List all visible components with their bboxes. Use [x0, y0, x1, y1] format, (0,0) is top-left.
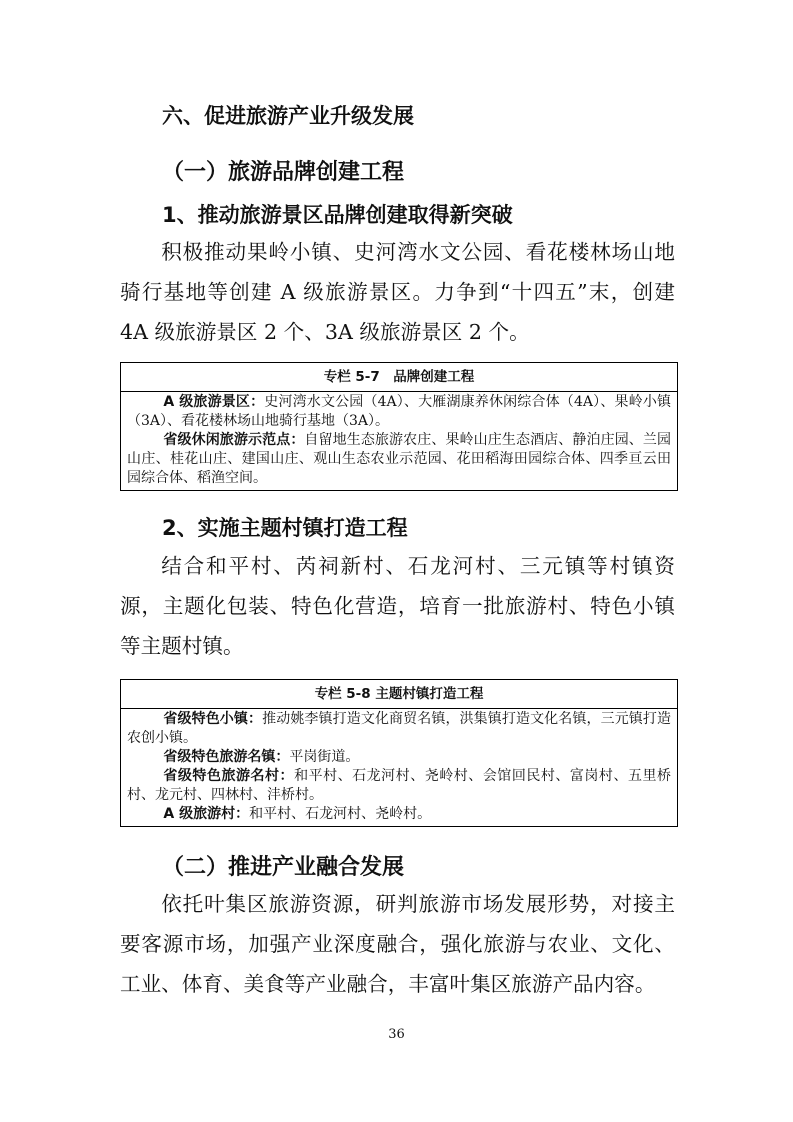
paragraph-3-text: 依托叶集区旅游资源，研判旅游市场发展形势，对接主要客源市场，加强产业深度融合，强化旅游与农业、文化、工业、体育、美食等产业融合，丰富叶集区旅游产品内容。 [120, 892, 675, 996]
box-entry [127, 393, 671, 431]
box-entry [127, 748, 671, 767]
paragraph-1-text: 积极推动果岭小镇、史河湾水文公园、看花楼林场山地骑行基地等创建 A 级旅游景区。力争到“十四五”末，创建 4A 级旅游景区 2 个、3A 级旅游景区 2 个。 [120, 240, 675, 344]
entry-text: 平岗街道。 [289, 749, 360, 765]
sidebar-box-5-8 [120, 679, 678, 827]
box-entry [127, 767, 671, 805]
sidebar-box-5-7 [120, 362, 678, 491]
paragraph-3 [120, 884, 675, 1004]
entry-label: A 级旅游村： [163, 806, 250, 822]
entry-text: 和平村、石龙河村、尧岭村。 [249, 806, 432, 822]
page-number: 36 [388, 1027, 405, 1042]
subsection-heading-1: （一）旅游品牌创建工程 [162, 160, 405, 185]
section-heading: 六、促进旅游产业升级发展 [162, 104, 414, 128]
paragraph-2 [120, 546, 675, 666]
box-body [121, 392, 677, 490]
item-heading-1: 1、推动旅游景区品牌创建取得新突破 [162, 203, 513, 227]
box-entry [127, 710, 671, 748]
paragraph-2-text: 结合和平村、芮祠新村、石龙河村、三元镇等村镇资源，主题化包装、特色化营造，培育一批旅游村、特色小镇等主题村镇。 [120, 554, 675, 658]
entry-text: 和平村、石龙河村、尧岭村、会馆回民村、富岗村、五里桥村、龙元村、四林村、沣桥村。 [127, 768, 672, 803]
entry-label: A 级旅游景区： [163, 394, 265, 410]
entry-text: 自留地生态旅游农庄、果岭山庄生态酒店、静泊庄园、兰园山庄、桂花山庄、建国山庄、观山生态农业示范园、花田稻海田园综合体、四季亘云田园综合体、稻渔空间。 [127, 432, 671, 486]
box-title: 专栏 5-7 品牌创建工程 [121, 363, 677, 392]
entry-label: 省级特色小镇： [163, 711, 263, 727]
entry-text: 史河湾水文公园（4A）、大雁湖康养休闲综合体（4A）、果岭小镇（3A）、看花楼林场山地骑行基地（3A）。 [127, 394, 671, 429]
entry-label: 省级特色旅游名村： [163, 768, 295, 784]
box-entry [127, 431, 671, 488]
subsection-heading-2: （二）推进产业融合发展 [162, 855, 405, 880]
box-entry [127, 805, 671, 824]
entry-label: 省级休闲旅游示范点： [163, 432, 305, 448]
paragraph-1 [120, 232, 675, 352]
item-heading-2: 2、实施主题村镇打造工程 [162, 516, 408, 540]
entry-text: 推动姚李镇打造文化商贸名镇，洪集镇打造文化名镇，三元镇打造农创小镇。 [127, 711, 672, 746]
box-title: 专栏 5-8 主题村镇打造工程 [121, 680, 677, 709]
box-body [121, 709, 677, 826]
entry-label: 省级特色旅游名镇： [163, 749, 290, 765]
